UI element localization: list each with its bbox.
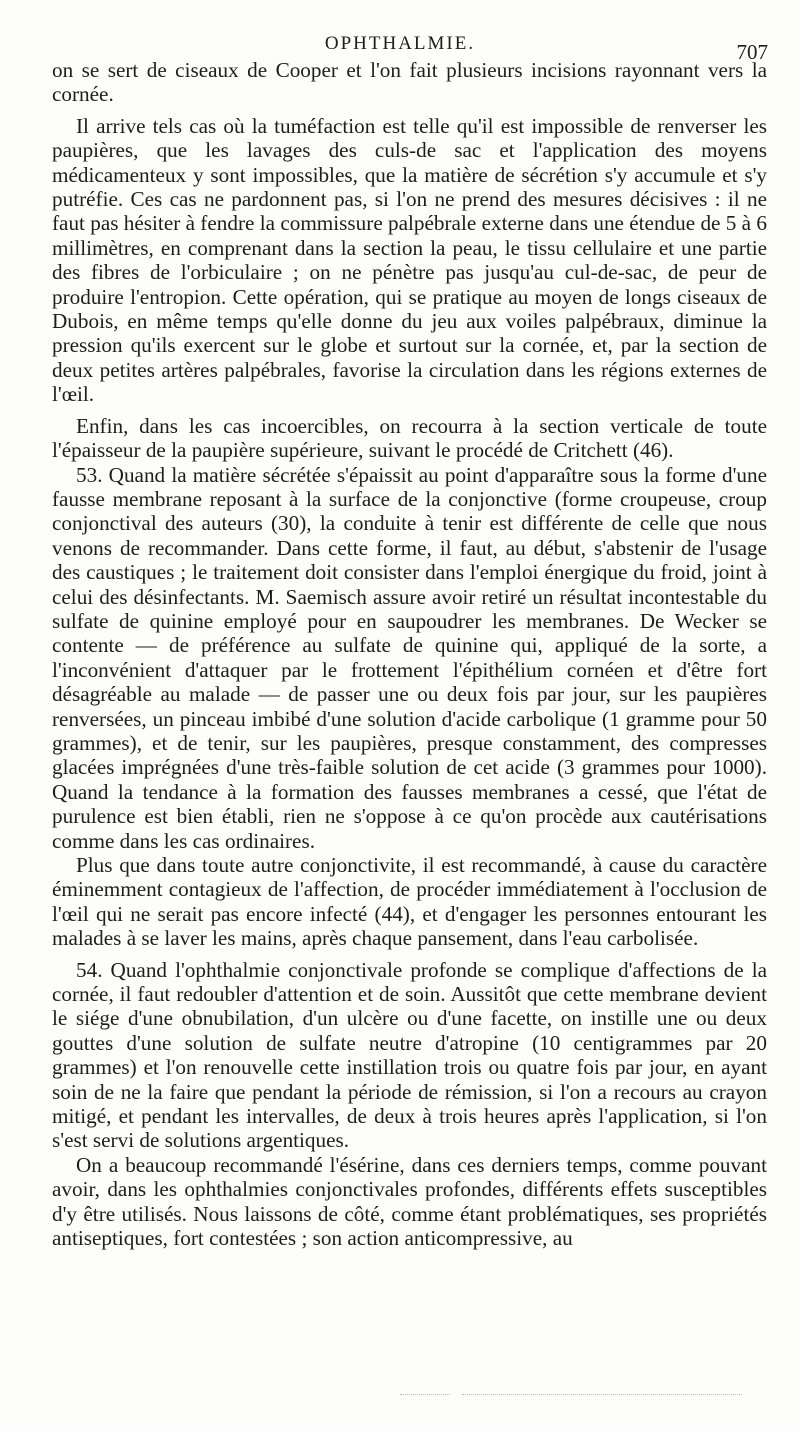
- paragraph-continuation: on se sert de ciseaux de Cooper et l'on fait plusieurs incisions rayonnant vers la cornée.: [52, 58, 767, 107]
- running-title: OPHTHALMIE.: [324, 33, 476, 54]
- paragraph-eserine: On a beaucoup recommandé l'ésérine, dans ces derniers temps, comme pouvant avoir, dans les ophthalmies conjonctivales profondes, différents effets susceptibles d'y être utilisés. Nous laissons de côté, comme étant problématiques, ses propriétés antiseptiques, fort contestées ; son action anticompressive, au: [52, 1152, 767, 1251]
- paragraph-critchett-procedure: Enfin, dans les cas incoercibles, on recourra à la section verticale de toute l'épaisseur de la paupière supérieure, suivant le procédé de Critchett (46).: [52, 413, 767, 463]
- footer-rule-left: [400, 1394, 450, 1395]
- body-text: [52, 58, 767, 1251]
- paragraph-section-54: 54. Quand l'ophthalmie conjonctivale profonde se complique d'affections de la cornée, il faut redoubler d'attention et de soin. Aussitôt que cette membrane devient le siége d'une obnubilation, d'un ulcère ou d'une facette, on instille une ou deux gouttes d'une solution de sulfate neutre d'atropine (10 centigrammes par 20 grammes) et l'on renouvelle cette instillation trois ou quatre fois par jour, en ayant soin de ne la faire que pendant la période de rémission, si l'on a recours au crayon mitigé, et pendant les intervalles, de deux à trois heures après l'application, si l'on s'est servi de solutions argentiques.: [52, 957, 767, 1153]
- paragraph-contagion: Plus que dans toute autre conjonctivite, il est recommandé, à cause du caractère éminemment contagieux de l'affection, de procéder immédiatement à l'occlusion de l'œil qui ne serait pas encore infecté (44), et d'engager les personnes entourant les malades à se laver les mains, après chaque pansement, dans l'eau carbolisée.: [52, 853, 767, 951]
- paragraph-section-53: 53. Quand la matière sécrétée s'épaissit au point d'apparaître sous la forme d'une fausse membrane reposant à la surface de la conjonctive (forme croupeuse, croup conjonctival des auteurs (30), la conduite à tenir est différente de celle que nous venons de recommander. Dans cette forme, il faut, au début, s'abstenir de l'usage des caustiques ; le traitement doit consister dans l'emploi énergique du froid, joint à celui des désinfectants. M. Saemisch assure avoir retiré un résultat incontestable du sulfate de quinine employé pour en saupoudrer les membranes. De Wecker se contente — de préférence au sulfate de quinine qui, appliqué de la sorte, a l'inconvénient d'attaquer par le frottement l'épithélium cornéen et d'être fort désagréable au malade — de passer une ou deux fois par jour, sur les paupières renversées, un pinceau imbibé d'une solution d'acide carbolique (1 gramme pour 50 grammes), et de tenir, sur les paupières, presque constamment, des compresses glacées imprégnées d'une très-faible solution de cet acide (3 grammes pour 1000). Quand la tendance à la formation des fausses membranes a cessé, que l'état de purulence est bien établi, rien ne s'oppose à ce qu'on procède aux cautérisations comme dans les cas ordinaires.: [52, 462, 767, 853]
- paragraph-commissure-section: Il arrive tels cas où la tuméfaction est telle qu'il est impossible de renverser les paupières, que les lavages des culs-de sac et l'application des moyens médicamenteux y sont impossibles, que la matière de sécrétion s'y accumule et s'y putréfie. Ces cas ne pardonnent pas, si l'on ne prend des mesures décisives : il ne faut pas hésiter à fendre la commissure palpébrale externe dans une étendue de 5 à 6 millimètres, en comprenant dans la section la peau, le tissu cellulaire et une partie des fibres de l'orbiculaire ; on ne pénètre pas jusqu'au cul-de-sac, de peur de produire l'entropion. Cette opération, qui se pratique au moyen de longs ciseaux de Dubois, en même temps qu'elle donne du jeu aux voiles palpébraux, diminue la pression qu'ils exercent sur le globe et surtout sur la cornée, et, par la section de deux petites artères palpébrales, favorise la circulation dans les régions externes de l'œil.: [52, 113, 767, 407]
- footer-rule-right: [462, 1394, 742, 1395]
- page-number: 707: [736, 40, 768, 64]
